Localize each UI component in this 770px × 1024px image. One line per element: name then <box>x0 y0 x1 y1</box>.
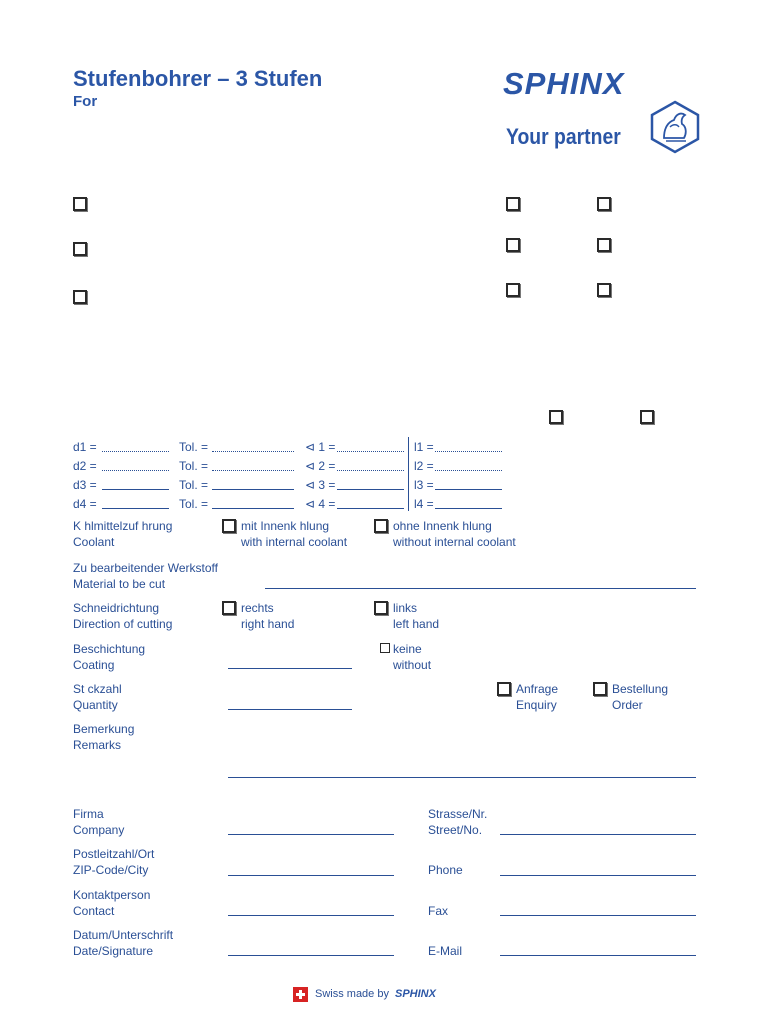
sphinx-emblem-icon <box>648 100 702 154</box>
footer-text: Swiss made by <box>315 988 389 1000</box>
type-checkbox-3[interactable] <box>73 290 87 304</box>
option-checkbox-1a[interactable] <box>506 197 520 211</box>
type-checkbox-1[interactable] <box>73 197 87 211</box>
street-field[interactable] <box>500 834 696 835</box>
zip-label-en: ZIP-Code/City <box>73 863 149 877</box>
company-field[interactable] <box>228 834 394 835</box>
drawing-checkbox-left[interactable] <box>549 410 563 424</box>
order-label-en: Order <box>612 698 643 712</box>
tol4-label: Tol. = <box>179 497 209 511</box>
direction-left-de: links <box>393 601 418 615</box>
tol2-field[interactable] <box>212 470 294 471</box>
coolant-label-de: K hlmittelzuf hrung <box>73 519 173 533</box>
coolant-none-en: without internal coolant <box>393 535 516 549</box>
angle2-field[interactable] <box>337 470 404 471</box>
l4-field[interactable] <box>435 508 502 509</box>
swiss-flag-icon <box>293 987 308 1002</box>
remarks-field[interactable] <box>228 777 696 778</box>
option-checkbox-3a[interactable] <box>506 283 520 297</box>
angle2-label: ⊲ 2 = <box>305 459 336 473</box>
angle4-label: ⊲ 4 = <box>305 497 336 511</box>
direction-left-en: left hand <box>393 617 440 631</box>
order-label-de: Bestellung <box>612 682 669 696</box>
angle4-field[interactable] <box>337 508 404 509</box>
direction-right-de: rechts <box>241 601 274 615</box>
coating-none-checkbox[interactable] <box>380 643 390 653</box>
email-label: E-Mail <box>428 944 463 958</box>
drawing-checkbox-right[interactable] <box>640 410 654 424</box>
coolant-internal-de: mit Innenk hlung <box>241 519 330 533</box>
brand-tagline: Your partner <box>506 124 621 149</box>
type-checkbox-2[interactable] <box>73 242 87 256</box>
zip-label-de: Postleitzahl/Ort <box>73 847 155 861</box>
fax-label: Fax <box>428 904 449 918</box>
brand-logo: SPHINX <box>503 66 625 101</box>
enquiry-label-de: Anfrage <box>516 682 559 696</box>
coolant-internal-checkbox[interactable] <box>222 519 236 533</box>
angle3-label: ⊲ 3 = <box>305 478 336 492</box>
tol3-field[interactable] <box>212 489 294 490</box>
l1-label: l1 = <box>414 440 434 454</box>
coating-none-en: without <box>393 658 432 672</box>
d3-label: d3 = <box>73 478 97 492</box>
l1-field[interactable] <box>435 451 502 452</box>
coolant-label-en: Coolant <box>73 535 115 549</box>
tol1-field[interactable] <box>212 451 294 452</box>
street-label-de: Strasse/Nr. <box>428 807 488 821</box>
l2-field[interactable] <box>435 470 502 471</box>
d4-field[interactable] <box>102 508 169 509</box>
company-label-de: Firma <box>73 807 104 821</box>
material-label-en: Material to be cut <box>73 577 166 591</box>
tol2-label: Tol. = <box>179 459 209 473</box>
option-checkbox-2a[interactable] <box>506 238 520 252</box>
phone-field[interactable] <box>500 875 696 876</box>
direction-left-checkbox[interactable] <box>374 601 388 615</box>
order-checkbox[interactable] <box>593 682 607 696</box>
material-label-de: Zu bearbeitender Werkstoff <box>73 561 218 575</box>
tol4-field[interactable] <box>212 508 294 509</box>
company-label-en: Company <box>73 823 125 837</box>
coating-label-en: Coating <box>73 658 115 672</box>
phone-label: Phone <box>428 863 463 877</box>
d3-field[interactable] <box>102 489 169 490</box>
email-field[interactable] <box>500 955 696 956</box>
quantity-field[interactable] <box>228 709 352 710</box>
l2-label: l2 = <box>414 459 434 473</box>
remarks-label-en: Remarks <box>73 738 122 752</box>
direction-right-checkbox[interactable] <box>222 601 236 615</box>
fax-field[interactable] <box>500 915 696 916</box>
coolant-none-checkbox[interactable] <box>374 519 388 533</box>
footer-brand: SPHINX <box>395 988 436 1000</box>
d1-field[interactable] <box>102 451 169 452</box>
quantity-label-de: St ckzahl <box>73 682 122 696</box>
coolant-internal-en: with internal coolant <box>241 535 348 549</box>
date-label-en: Date/Signature <box>73 944 154 958</box>
d2-field[interactable] <box>102 470 169 471</box>
d1-label: d1 = <box>73 440 97 454</box>
quantity-label-en: Quantity <box>73 698 118 712</box>
contact-label-de: Kontaktperson <box>73 888 151 902</box>
l4-label: l4 = <box>414 497 434 511</box>
direction-label-en: Direction of cutting <box>73 617 173 631</box>
angle1-label: ⊲ 1 = <box>305 440 336 454</box>
option-checkbox-2b[interactable] <box>597 238 611 252</box>
contact-field[interactable] <box>228 915 394 916</box>
l3-label: l3 = <box>414 478 434 492</box>
tol3-label: Tol. = <box>179 478 209 492</box>
direction-right-en: right hand <box>241 617 295 631</box>
d4-label: d4 = <box>73 497 97 511</box>
contact-label-en: Contact <box>73 904 115 918</box>
coating-field[interactable] <box>228 668 352 669</box>
option-checkbox-3b[interactable] <box>597 283 611 297</box>
page-subtitle: For <box>73 93 98 110</box>
angle1-field[interactable] <box>337 451 404 452</box>
coating-none-de: keine <box>393 642 422 656</box>
d2-label: d2 = <box>73 459 97 473</box>
coating-label-de: Beschichtung <box>73 642 146 656</box>
date-signature-field[interactable] <box>228 955 394 956</box>
angle3-field[interactable] <box>337 489 404 490</box>
enquiry-label-en: Enquiry <box>516 698 557 712</box>
tol1-label: Tol. = <box>179 440 209 454</box>
enquiry-checkbox[interactable] <box>497 682 511 696</box>
direction-label-de: Schneidrichtung <box>73 601 160 615</box>
material-field[interactable] <box>265 588 696 589</box>
l3-field[interactable] <box>435 489 502 490</box>
street-label-en: Street/No. <box>428 823 483 837</box>
coolant-none-de: ohne Innenk hlung <box>393 519 492 533</box>
remarks-label-de: Bemerkung <box>73 722 135 736</box>
option-checkbox-1b[interactable] <box>597 197 611 211</box>
date-label-de: Datum/Unterschrift <box>73 928 174 942</box>
dims-divider <box>408 437 409 511</box>
page-title: Stufenbohrer – 3 Stufen <box>73 66 323 91</box>
zip-field[interactable] <box>228 875 394 876</box>
